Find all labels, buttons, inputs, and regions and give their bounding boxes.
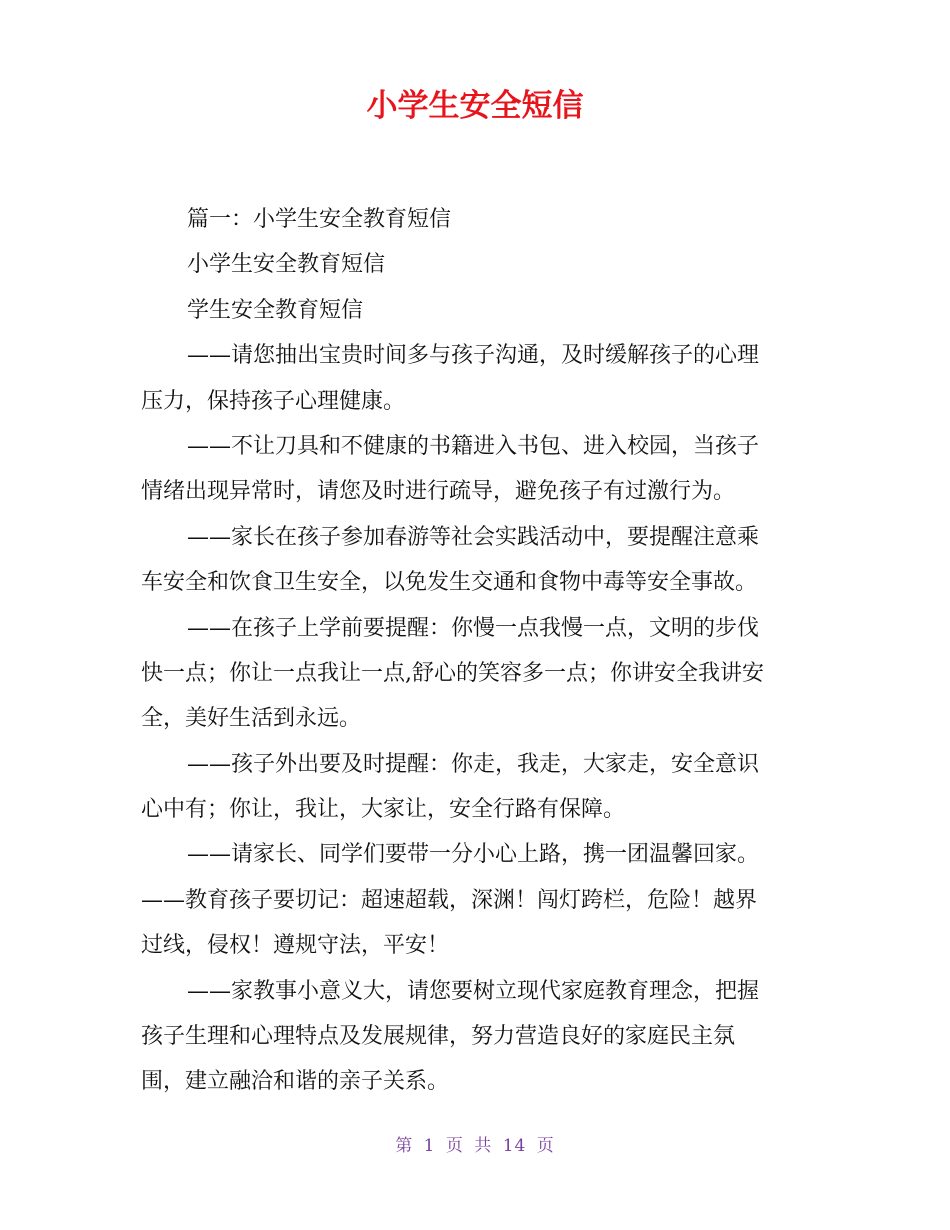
- body-line: 心中有；你让，我让，大家让，安全行路有保障。: [141, 797, 626, 823]
- page-number-footer: 第 1 页 共 14 页: [395, 1136, 555, 1156]
- body-line: 学生安全教育短信: [187, 297, 364, 323]
- body-line: ——孩子外出要及时提醒：你走，我走，大家走，安全意识: [187, 751, 760, 777]
- body-line: ——请您抽出宝贵时间多与孩子沟通，及时缓解孩子的心理: [187, 343, 760, 369]
- body-line: 过线，侵权！遵规守法，平安！: [141, 933, 450, 959]
- body-line: 情绪出现异常时，请您及时进行疏导，避免孩子有过激行为。: [141, 479, 736, 505]
- body-line: ——请家长、同学们要带一分小心上路，携一团温馨回家。: [187, 842, 760, 868]
- body-line: ——教育孩子要切记：超速超载，深渊！闯灯跨栏，危险！越界: [141, 887, 758, 913]
- body-line: 围，建立融洽和谐的亲子关系。: [141, 1069, 450, 1095]
- body-line: 全，美好生活到永远。: [141, 706, 362, 732]
- body-line: 篇一：小学生安全教育短信: [187, 207, 452, 232]
- document-body: [141, 197, 811, 1105]
- body-line: 车安全和饮食卫生安全，以免发生交通和食物中毒等安全事故。: [141, 570, 758, 596]
- body-line: ——不让刀具和不健康的书籍进入书包、进入校园，当孩子: [187, 433, 760, 459]
- document-title: 小学生安全短信: [366, 88, 584, 124]
- body-line: 小学生安全教育短信: [187, 252, 386, 278]
- body-line: ——家长在孩子参加春游等社会实践活动中，要提醒注意乘: [187, 524, 760, 550]
- body-line: 孩子生理和心理特点及发展规律，努力营造良好的家庭民主氛: [141, 1024, 736, 1050]
- body-line: ——在孩子上学前要提醒：你慢一点我慢一点，文明的步伐: [187, 615, 760, 641]
- body-line: ——家教事小意义大，请您要树立现代家庭教育理念，把握: [187, 978, 760, 1004]
- body-line: 压力，保持孩子心理健康。: [141, 388, 406, 414]
- body-line: 快一点；你让一点我让一点,舒心的笑容多一点；你讲安全我讲安: [141, 660, 764, 686]
